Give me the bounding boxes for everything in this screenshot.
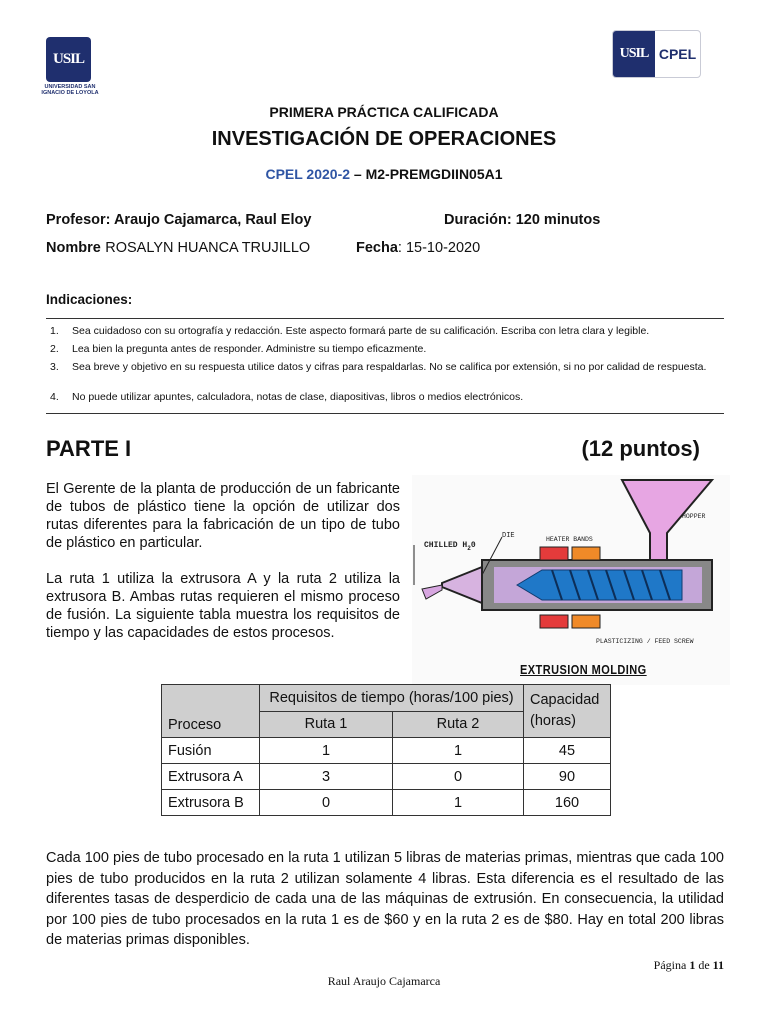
heater-band	[540, 547, 568, 560]
header-time-requirements: Requisitos de tiempo (horas/100 pies)	[260, 685, 524, 712]
indicacion-2	[46, 343, 724, 357]
profesor-field	[46, 212, 311, 228]
course-code-section: M2-PREMGDIIN05A1	[365, 166, 503, 182]
course-title: INVESTIGACIÓN DE OPERACIONES	[211, 128, 557, 150]
fecha-field	[356, 239, 480, 257]
nombre-label: Nombre	[46, 240, 101, 256]
cell-route-2: 0	[393, 764, 524, 790]
table-row	[162, 790, 611, 816]
chilled-water-label: CHILLED $H_20$	[424, 541, 476, 552]
indicacion-number: 1.	[50, 325, 59, 337]
extrusion-diagram	[412, 475, 730, 685]
cell-capacity: 45	[524, 738, 611, 764]
indicacion-text: Sea breve y objetivo en su respuesta utilice datos y cifras para respaldarlas. No se califica por extensión, si no por calidad de respuesta.	[72, 361, 707, 373]
page-prefix: Página	[653, 958, 690, 972]
section-points: (12 puntos)	[581, 436, 700, 461]
paragraph-1: El Gerente de la planta de producción de un fabricante de tubos de plástico tiene la opción de utilizar dos rutas diferentes para la fabricación de un tipo de tubo de plástico en particular.	[46, 481, 400, 551]
indicaciones-title: Indicaciones:	[46, 292, 133, 307]
cell-process: Fusión	[162, 738, 260, 764]
indicacion-number: 4.	[50, 391, 59, 403]
cell-process: Extrusora B	[162, 790, 260, 816]
header-process: Proceso	[162, 685, 260, 738]
cell-route-2: 1	[393, 738, 524, 764]
illustration-caption: EXTRUSION MOLDING	[520, 663, 647, 677]
feed-screw	[517, 570, 682, 600]
divider-top	[46, 318, 724, 319]
header-capacity: Capacidad (horas)	[524, 685, 611, 738]
nombre-value: ROSALYN HUANCA TRUJILLO	[105, 240, 311, 256]
cell-capacity: 90	[524, 764, 611, 790]
indicacion-text: No puede utilizar apuntes, calculadora, notas de clase, diapositivas, libros o medios electrónicos.	[72, 391, 524, 403]
page-number	[600, 958, 724, 973]
paragraph-3: Cada 100 pies de tubo procesado en la ruta 1 utilizan 5 libras de materias primas, mientras que cada 100 pies de tubo producidos en la ruta 2 utilizan solamente 4 libras. Esta diferencia es el resultado de las diferentes tasas de desperdicio de cada una de las máquinas de extrusión. En consecuencia, la utilidad por 100 pies de tubo procesados en la ruta 1 es de $60 y en la ruta 2 es de $80. Hay en total 200 libras de materias primas disponibles.	[46, 850, 724, 948]
header-route-1: Ruta 1	[260, 711, 393, 738]
duracion-value: 120 minutos	[515, 212, 601, 228]
fecha-label: Fecha	[356, 240, 398, 256]
die-nozzle	[442, 567, 482, 603]
section-title: PARTE I	[46, 436, 132, 461]
cell-route-1: 3	[260, 764, 393, 790]
profesor-value: Araujo Cajamarca, Raul Eloy	[113, 212, 312, 228]
header-route-2: Ruta 2	[393, 711, 524, 738]
heater-band	[540, 615, 568, 628]
cpel-logo-label: CPEL	[658, 46, 697, 62]
cpel-logo-mark: USIL	[613, 31, 655, 77]
indicacion-text: Lea bien la pregunta antes de responder. Administre su tiempo eficazmente.	[72, 343, 427, 355]
cpel-logo	[612, 30, 701, 78]
duracion-label: Duración:	[444, 212, 516, 228]
extruded-pipe	[422, 585, 442, 599]
indicacion-text: Sea cuidadoso con su ortografía y redacción. Este aspecto formará parte de su calificación. Escriba con letra clara y legible.	[72, 325, 650, 337]
usil-logo: USIL	[46, 37, 91, 82]
screw-label: PLASTICIZING / FEED SCREW	[596, 638, 694, 645]
cell-route-2: 1	[393, 790, 524, 816]
hopper-label: HOPPER	[682, 513, 706, 520]
fecha-value: : 15-10-2020	[397, 240, 481, 256]
page-mid: de	[695, 958, 713, 972]
extrusion-illustration	[412, 475, 730, 685]
requirements-table	[161, 684, 611, 816]
course-code-term: CPEL 2020-2	[265, 166, 351, 182]
page-total: 11	[712, 958, 724, 972]
divider-bottom	[46, 413, 724, 414]
footer-author: Raul Araujo Cajamarca	[327, 974, 441, 988]
profesor-label: Profesor:	[46, 212, 114, 228]
paragraph-2: La ruta 1 utiliza la extrusora A y la ruta 2 utiliza la extrusora B. Ambas rutas requieren el mismo proceso de fusión. La siguiente tabla muestra los requisitos de tiempo y las capacidades de estos procesos.	[46, 571, 400, 641]
indicacion-number: 2.	[50, 343, 59, 355]
nombre-field	[46, 239, 310, 257]
cell-route-1: 1	[260, 738, 393, 764]
table-row	[162, 738, 611, 764]
indicacion-4	[46, 391, 724, 405]
table-row	[162, 764, 611, 790]
duracion-field	[444, 212, 600, 228]
usil-logo-subtitle: UNIVERSIDAD SAN IGNACIO DE LOYOLA	[41, 84, 99, 96]
hopper-shape	[622, 480, 712, 560]
indicacion-1	[46, 325, 724, 339]
cell-route-1: 0	[260, 790, 393, 816]
indicacion-number: 3.	[50, 361, 59, 373]
course-code-dash: –	[350, 166, 366, 182]
indicacion-3	[46, 361, 724, 389]
course-code	[0, 166, 768, 182]
page-current: 1	[689, 958, 696, 972]
heater-band	[572, 615, 600, 628]
exam-type: PRIMERA PRÁCTICA CALIFICADA	[269, 104, 499, 120]
heater-bands-label: HEATER BANDS	[546, 536, 593, 543]
heater-band	[572, 547, 600, 560]
cell-capacity: 160	[524, 790, 611, 816]
cell-process: Extrusora A	[162, 764, 260, 790]
die-label: DIE	[502, 532, 515, 540]
